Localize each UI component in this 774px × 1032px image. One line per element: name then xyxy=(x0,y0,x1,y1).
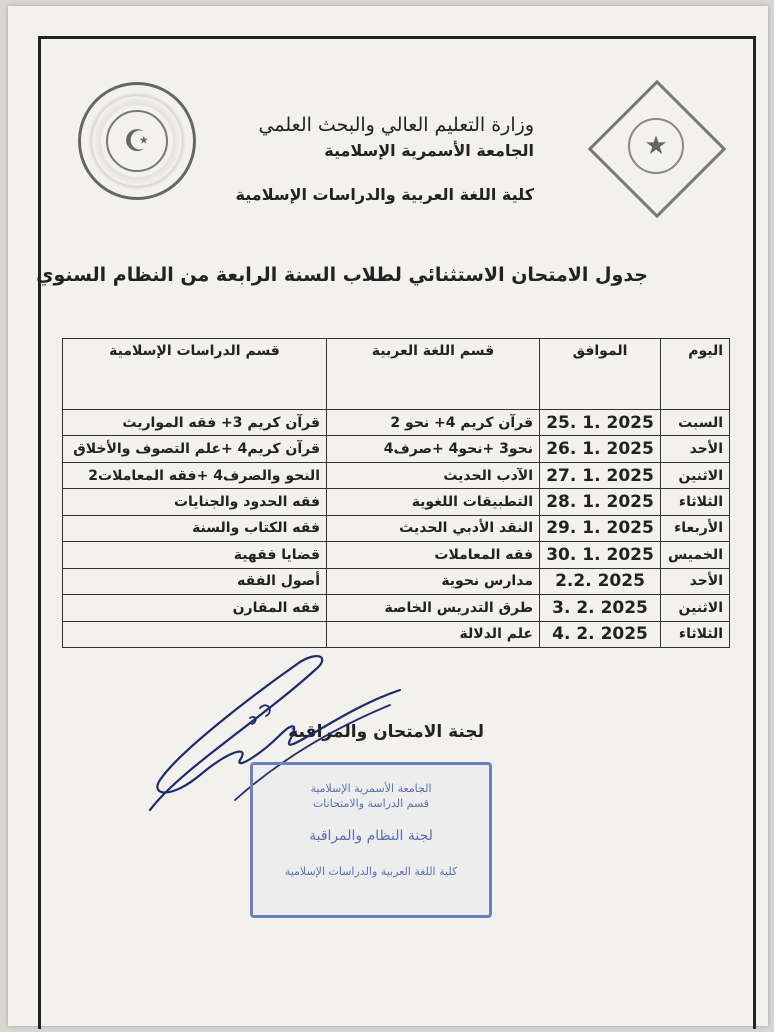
exam-schedule-table xyxy=(62,338,730,648)
table-row xyxy=(63,595,730,621)
table-row xyxy=(63,410,730,436)
dome-icon: ★ xyxy=(628,118,684,174)
university-name: الجامعة الأسمرية الإسلامية xyxy=(324,141,534,160)
cell-arabic-subject: النقد الأدبي الحديث xyxy=(327,515,540,541)
cell-day: الخميس xyxy=(661,542,730,568)
page-title: جدول الامتحان الاستثنائي لطلاب السنة الرابعة من النظام السنوي xyxy=(36,264,648,286)
table-row xyxy=(63,462,730,488)
table-row xyxy=(63,489,730,515)
stamp-line: لجنة النظام والمراقبة xyxy=(309,828,433,844)
cell-islamic-subject: فقه المقارن xyxy=(63,595,327,621)
cell-islamic-subject: أصول الفقه xyxy=(63,568,327,594)
cell-islamic-subject: فقه الحدود والجنايات xyxy=(63,489,327,515)
table-row xyxy=(63,436,730,462)
table-header-row xyxy=(63,339,730,410)
cell-day: الأحد xyxy=(661,568,730,594)
header-arabic-dept: قسم اللغة العربية xyxy=(327,339,540,410)
cell-arabic-subject: طرق التدريس الخاصة xyxy=(327,595,540,621)
header-date: الموافق xyxy=(540,339,661,410)
cell-arabic-subject: قرآن كريم 4+ نحو 2 xyxy=(327,410,540,436)
cell-date: 2025 .1 .26 xyxy=(540,436,661,462)
cell-arabic-subject: فقه المعاملات xyxy=(327,542,540,568)
ministry-name: وزارة التعليم العالي والبحث العلمي xyxy=(258,114,534,136)
table-row xyxy=(63,515,730,541)
table-row xyxy=(63,542,730,568)
official-stamp xyxy=(250,762,492,918)
cell-date: 2025 .1 .28 xyxy=(540,489,661,515)
cell-date: 2025 .1 .27 xyxy=(540,462,661,488)
cell-day: الاثنين xyxy=(661,462,730,488)
table-row xyxy=(63,621,730,648)
cell-day: الأحد xyxy=(661,436,730,462)
stamp-line: الجامعة الأسمرية الإسلامية xyxy=(310,782,432,795)
header-islamic-dept: قسم الدراسات الإسلامية xyxy=(63,339,327,410)
cell-day: السبت xyxy=(661,410,730,436)
cell-date: 2025 .2 .4 xyxy=(540,621,661,648)
cell-islamic-subject: قرآن كريم4 +علم التصوف والأخلاق xyxy=(63,436,327,462)
university-seal-logo xyxy=(598,92,710,204)
cell-date: 2025 .1 .30 xyxy=(540,542,661,568)
table-row xyxy=(63,568,730,594)
cell-date: 2025 .1 .29 xyxy=(540,515,661,541)
cell-day: الثلاثاء xyxy=(661,489,730,515)
cell-day: الأربعاء xyxy=(661,515,730,541)
cell-islamic-subject: قرآن كريم 3+ فقه المواريث xyxy=(63,410,327,436)
cell-islamic-subject: قضايا فقهية xyxy=(63,542,327,568)
cell-islamic-subject: النحو والصرف4 +فقه المعاملات2 xyxy=(63,462,327,488)
faculty-seal-logo xyxy=(78,82,196,200)
cell-arabic-subject: علم الدلالة xyxy=(327,621,540,648)
cell-date: 2025 .1 .25 xyxy=(540,410,661,436)
cell-islamic-subject xyxy=(63,621,327,648)
cell-arabic-subject: نحو3 +نحو4 +صرف4 xyxy=(327,436,540,462)
committee-label: لجنة الامتحان والمراقبة xyxy=(288,722,484,742)
cell-day: الثلاثاء xyxy=(661,621,730,648)
stamp-line: كلية اللغة العربية والدراسات الإسلامية xyxy=(284,865,458,878)
cell-date: 2025 .2 .3 xyxy=(540,595,661,621)
cell-arabic-subject: مدارس نحوية xyxy=(327,568,540,594)
header-day: اليوم xyxy=(661,339,730,410)
mosque-icon: ☪ xyxy=(106,110,168,172)
cell-arabic-subject: التطبيقات اللغوية xyxy=(327,489,540,515)
cell-day: الاثنين xyxy=(661,595,730,621)
cell-arabic-subject: الآدب الحديث xyxy=(327,462,540,488)
faculty-name: كلية اللغة العربية والدراسات الإسلامية xyxy=(235,185,534,204)
cell-date: 2025 .2.2 xyxy=(540,568,661,594)
cell-islamic-subject: فقه الكتاب والسنة xyxy=(63,515,327,541)
stamp-line: قسم الدراسة والامتحانات xyxy=(312,797,430,810)
